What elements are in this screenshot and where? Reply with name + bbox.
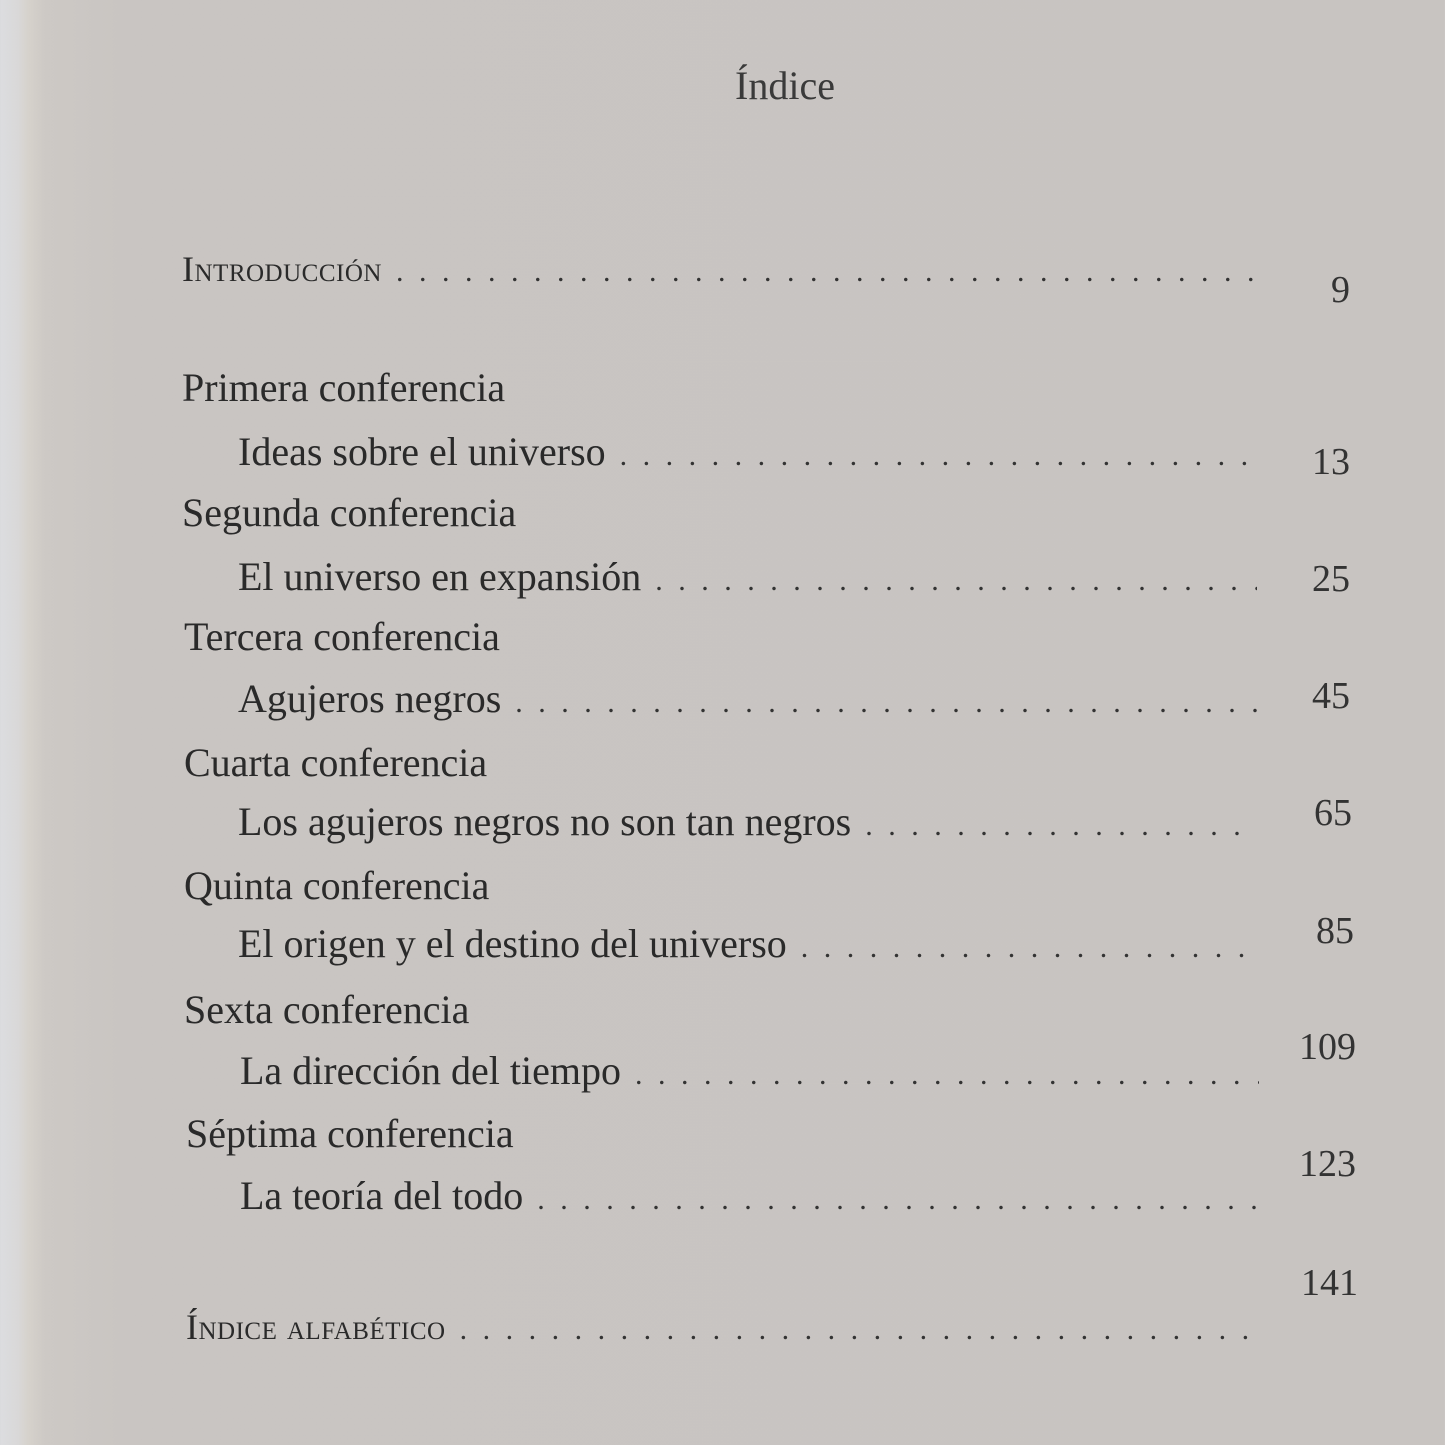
toc-heading	[186, 1110, 514, 1157]
toc-entry[interactable]	[238, 553, 1257, 600]
toc-entry-alphabetical-index[interactable]	[186, 1302, 1259, 1349]
page-title: Índice	[735, 63, 835, 108]
dot-leader	[635, 1047, 1259, 1094]
toc-heading	[182, 364, 505, 411]
page-number: 9	[1331, 269, 1350, 311]
dot-leader	[655, 553, 1257, 600]
dot-leader	[801, 920, 1257, 967]
dot-leader	[515, 675, 1257, 722]
toc-heading	[184, 739, 487, 786]
page-number: 85	[1316, 910, 1354, 952]
page-number: 13	[1312, 441, 1350, 483]
page-number: 109	[1299, 1026, 1356, 1068]
toc-entry[interactable]	[240, 1047, 1259, 1094]
dot-leader	[865, 798, 1257, 845]
dot-leader	[537, 1172, 1259, 1219]
entry-label: Séptima conferencia	[186, 1111, 514, 1156]
entry-label: Los agujeros negros no son tan negros	[238, 799, 852, 844]
entry-label: Segunda conferencia	[182, 490, 517, 535]
page-number: 123	[1299, 1143, 1356, 1185]
entry-label: Tercera conferencia	[184, 614, 500, 659]
toc-heading	[184, 862, 489, 909]
toc-entry[interactable]	[238, 798, 1257, 845]
entry-label: Introducción	[182, 249, 382, 289]
toc-entry[interactable]	[240, 1172, 1259, 1219]
entry-label: El universo en expansión	[238, 554, 642, 599]
toc-entry-introduction[interactable]	[182, 244, 1257, 291]
page-number: 45	[1312, 675, 1350, 717]
entry-label: Índice alfabético	[186, 1307, 446, 1347]
entry-label: El origen y el destino del universo	[238, 921, 787, 966]
dot-leader	[620, 428, 1257, 475]
toc-heading	[182, 489, 516, 536]
dot-leader	[396, 244, 1257, 291]
page-number: 141	[1301, 1262, 1358, 1304]
entry-label: La dirección del tiempo	[240, 1048, 621, 1093]
toc-heading	[184, 986, 469, 1033]
page-number: 65	[1314, 792, 1352, 834]
entry-label: Cuarta conferencia	[184, 740, 488, 785]
page-number: 25	[1312, 558, 1350, 600]
toc-entry[interactable]	[238, 675, 1257, 722]
entry-label: Primera conferencia	[182, 365, 506, 410]
entry-label: La teoría del todo	[240, 1173, 524, 1218]
entry-label: Sexta conferencia	[184, 987, 470, 1032]
toc-heading	[184, 613, 500, 660]
dot-leader	[460, 1302, 1259, 1349]
toc-entry[interactable]	[238, 428, 1257, 475]
toc-entry[interactable]	[238, 920, 1257, 967]
entry-label: Agujeros negros	[238, 676, 502, 721]
entry-label: Quinta conferencia	[184, 863, 490, 908]
entry-label: Ideas sobre el universo	[238, 429, 606, 474]
